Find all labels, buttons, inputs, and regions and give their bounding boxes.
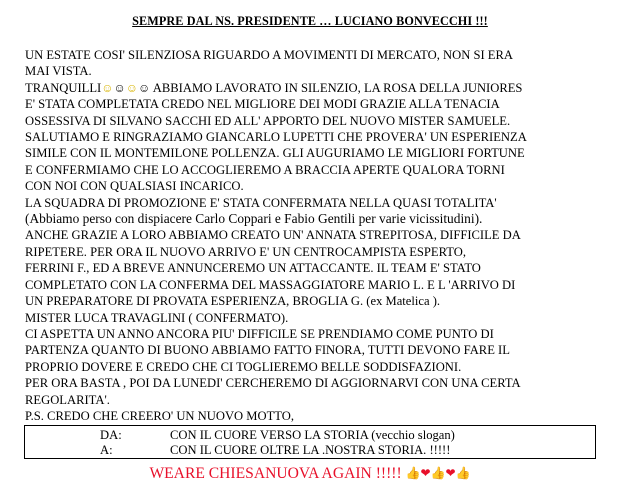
body-line: ANCHE GRAZIE A LORO ABBIAMO CREATO UN' ANNATA STREPITOSA, DIFFICILE DA xyxy=(25,228,521,243)
body-line: SIMILE CON IL MONTEMILONE POLLENZA. GLI AUGURIAMO LE MIGLIORI FORTUNE xyxy=(25,146,525,161)
body-line: OSSESSIVA DI SILVANO SACCHI ED ALL' APPORTO DEL NUOVO MISTER SAMUELE. xyxy=(25,113,511,128)
body-line: FERRINI F., ED A BREVE ANNUNCEREMO UN ATTACCANTE. IL TEAM E' STATO xyxy=(25,261,481,276)
body-line: UN ESTATE COSI' SILENZIOSA RIGUARDO A MOVIMENTI DI MERCATO, NON SI ERA xyxy=(25,48,513,62)
body-line-mixed-case: (Abbiamo perso con dispiacere Carlo Coppari e Fabio Gentili per varie vicissitudini). xyxy=(25,211,483,227)
smiley-icon: ☺ xyxy=(113,80,126,95)
wink-smiley-icon: ☺ xyxy=(101,80,114,95)
body-line: REGOLARITA'. xyxy=(25,392,110,407)
body-line: SALUTIAMO E RINGRAZIAMO GIANCARLO LUPETTI CHE PROVERA' UN ESPERIENZA xyxy=(25,130,527,145)
smiley-icon: ☺ xyxy=(138,80,151,95)
body-line: PARTENZA QUANTO DI BUONO ABBIAMO FATTO FINORA, TUTTI DEVONO FARE IL xyxy=(25,343,510,358)
thumbs-up-icon: 👍 xyxy=(430,466,446,480)
thumbs-up-icon: 👍 xyxy=(455,466,471,480)
footer-text: WEARE CHIESANUOVA AGAIN !!!!! xyxy=(149,465,406,482)
body-line: CI ASPETTA UN ANNO ANCORA PIU' DIFFICILE SE PRENDIAMO COME PUNTO DI xyxy=(25,326,494,341)
body-line: P.S. CREDO CHE CREERO' UN NUOVO MOTTO, xyxy=(25,408,294,423)
footer-slogan xyxy=(0,465,620,483)
thumbs-up-icon: 👍 xyxy=(405,466,421,480)
body-line: E' STATA COMPLETATA CREDO NEL MIGLIORE DEI MODI GRAZIE ALLA TENACIA xyxy=(25,97,500,112)
heart-icon: ❤ xyxy=(420,466,431,480)
page-title: SEMPRE DAL NS. PRESIDENTE … LUCIANO BONVECCHI !!! xyxy=(132,14,488,28)
motto-prefix-to: A: xyxy=(100,443,113,457)
body-line: LA SQUADRA DI PROMOZIONE E' STATA CONFERMATA NELLA QUASI TOTALITA' xyxy=(25,195,497,210)
motto-old-text: CON IL CUORE VERSO LA STORIA (vecchio slogan) xyxy=(170,428,455,442)
body-line: RIPETERE. PER ORA IL NUOVO ARRIVO E' UN CENTROCAMPISTA ESPERTO, xyxy=(25,244,466,259)
body-line: E CONFERMIAMO CHE LO ACCOGLIEREMO A BRACCIA APERTE QUALORA TORNI xyxy=(25,162,505,177)
motto-box xyxy=(24,425,596,459)
body-line: COMPLETATO CON LA CONFERMA DEL MASSAGGIATORE MARIO L. E L 'ARRIVO DI xyxy=(25,277,516,292)
body-line: MISTER LUCA TRAVAGLINI ( CONFERMATO). xyxy=(25,310,289,325)
body-line-tranquilli xyxy=(25,80,615,96)
body-line: CON NOI CON QUALSIASI INCARICO. xyxy=(25,179,244,194)
body-line: PROPRIO DOVERE E CREDO CHE CI TOGLIEREMO BELLE SODDISFAZIONI. xyxy=(25,359,462,374)
body-line: UN PREPARATORE DI PROVATA ESPERIENZA, BROGLIA G. (ex Matelica ). xyxy=(25,294,441,309)
document-body xyxy=(25,47,615,424)
body-line: MAI VISTA. xyxy=(25,64,92,79)
wink-smiley-icon: ☺ xyxy=(125,80,139,95)
motto-new-text: CON IL CUORE OLTRE LA .NOSTRA STORIA. !!!!! xyxy=(170,443,451,457)
motto-prefix-from: DA: xyxy=(100,428,122,442)
tranquilli-word: TRANQUILLI xyxy=(25,80,102,95)
tranquilli-text: ABBIAMO LAVORATO IN SILENZIO, LA ROSA DELLA JUNIORES xyxy=(150,80,523,95)
heart-icon: ❤ xyxy=(445,466,456,480)
body-line: PER ORA BASTA , POI DA LUNEDI' CERCHEREMO DI AGGIORNARVI CON UNA CERTA xyxy=(25,376,521,391)
